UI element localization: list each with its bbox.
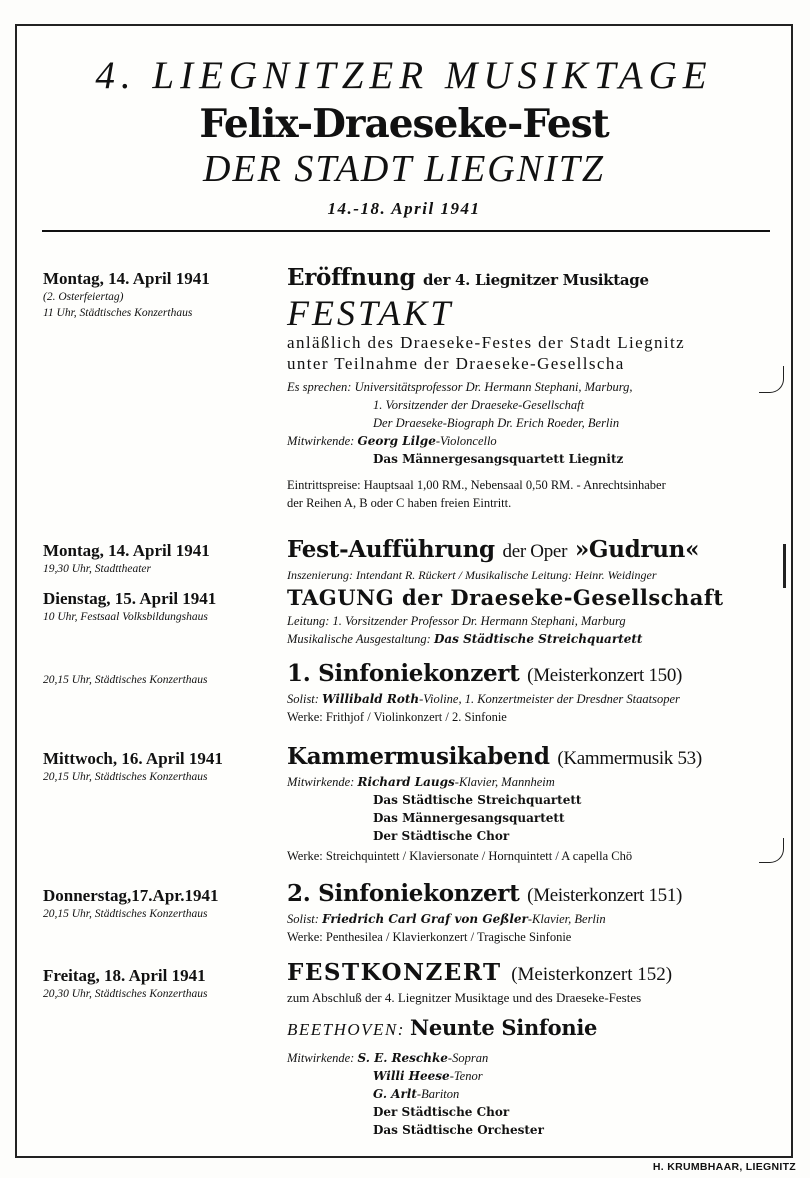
- speakers-label: Es sprechen:: [287, 380, 352, 394]
- event-2-right: [287, 536, 699, 584]
- event-title: 1. Sinfoniekonzert: [287, 660, 520, 687]
- event-5-right: [287, 743, 702, 865]
- event-4-left: [43, 672, 208, 688]
- event-5-left: [43, 749, 223, 785]
- event-place: 20,30 Uhr, Städtisches Konzerthaus: [43, 988, 208, 1000]
- composer: BEETHOVEN:: [287, 1020, 405, 1039]
- event-1-right: [287, 264, 685, 512]
- event-place: 20,15 Uhr, Städtisches Konzerthaus: [43, 771, 208, 783]
- event-title: 2. Sinfoniekonzert: [287, 880, 520, 907]
- performer-5: Das Städtische Orchester: [373, 1123, 544, 1137]
- event-title: Kammermusikabend: [287, 743, 550, 770]
- event-title: Eröffnung: [287, 264, 416, 291]
- soloist: Friedrich Carl Graf von Geßler: [322, 912, 528, 926]
- fees-line-1: Eintrittspreise: Hauptsaal 1,00 RM., Nebensaal 0,50 RM. - Anrechtsinhaber: [287, 478, 666, 492]
- performer-2: Das Männergesangsquartett Liegnitz: [373, 452, 624, 466]
- event-7-right: [287, 959, 672, 1139]
- event-works: Werke: Streichquintett / Klaviersonate / Hornquintett / A capella Chö: [287, 849, 633, 863]
- event-3-right: [287, 584, 724, 648]
- scan-mark: [759, 366, 784, 393]
- event-title-rest: (Meisterkonzert 150): [527, 665, 683, 686]
- event-desc-2: unter Teilnahme der Draeseke-Gesellscha: [287, 354, 625, 373]
- event-works: Werke: Penthesilea / Klavierkonzert / Tragische Sinfonie: [287, 930, 572, 944]
- event-lead: Leitung: 1. Vorsitzender Professor Dr. Hermann Stephani, Marburg: [287, 614, 626, 628]
- header-fest-title: Felix-Draeseke-Fest: [199, 101, 609, 147]
- music-label: Musikalische Ausgestaltung:: [287, 632, 431, 646]
- scan-mark: [759, 838, 784, 863]
- event-date: Donnerstag,17.Apr.1941: [43, 886, 219, 905]
- event-place: 11 Uhr, Städtisches Konzerthaus: [43, 307, 193, 319]
- performer-1: Georg Lilge: [357, 434, 436, 448]
- festakt-title: FESTAKT: [287, 293, 454, 333]
- printer-credit: H. KRUMBHAAR, LIEGNITZ: [652, 1161, 796, 1173]
- event-detail: Inszenierung: Intendant R. Rückert / Musikalische Leitung: Heinr. Weidinger: [287, 568, 657, 582]
- event-place: 20,15 Uhr, Städtisches Konzerthaus: [43, 674, 208, 686]
- performer-2-role: -Tenor: [449, 1069, 483, 1083]
- event-title-mid: der Oper: [502, 541, 568, 562]
- performer-1-role: -Klavier, Mannheim: [454, 775, 555, 789]
- event-6-left: [43, 886, 219, 922]
- performer-1: Richard Laugs: [357, 775, 455, 789]
- event-date: Freitag, 18. April 1941: [43, 966, 206, 985]
- speaker-1-role: 1. Vorsitzender der Draeseke-Gesellschaft: [373, 398, 585, 412]
- soloist-role: -Klavier, Berlin: [527, 912, 606, 926]
- event-subtitle: zum Abschluß der 4. Liegnitzer Musiktage und des Draeseke-Festes: [287, 990, 642, 1005]
- header-festival: 4. LIEGNITZER MUSIKTAGE: [95, 54, 713, 97]
- performer-3-role: -Bariton: [416, 1087, 460, 1101]
- event-title-rest: (Kammermusik 53): [557, 748, 702, 769]
- performers-label: Mitwirkende:: [287, 775, 355, 789]
- work-title: Neunte Sinfonie: [410, 1015, 598, 1040]
- performers-label: Mitwirkende:: [287, 434, 355, 448]
- soloist-label: Solist:: [287, 692, 319, 706]
- event-note: (2. Osterfeiertag): [43, 291, 124, 303]
- event-title: Fest-Aufführung: [287, 536, 495, 563]
- event-date: Montag, 14. April 1941: [43, 541, 210, 560]
- fees-line-2: der Reihen A, B oder C haben freien Eintritt.: [287, 496, 512, 510]
- event-title-rest: der 4. Liegnitzer Musiktage: [423, 271, 649, 289]
- event-date: Montag, 14. April 1941: [43, 269, 210, 288]
- speaker-2: Der Draeseke-Biograph Dr. Erich Roeder, Berlin: [373, 416, 620, 430]
- performer-1-role: -Sopran: [447, 1051, 489, 1065]
- performer-2: Das Städtische Streichquartett: [373, 793, 582, 807]
- performer-3: Das Männergesangsquartett: [373, 811, 565, 825]
- scan-mark: [783, 544, 786, 588]
- performer-3: G. Arlt: [373, 1087, 417, 1101]
- speaker-1: Universitätsprofessor Dr. Hermann Stephani, Marburg,: [354, 380, 633, 394]
- event-2-left: [43, 541, 210, 577]
- event-desc-1: anläßlich des Draeseke-Festes der Stadt Liegnitz: [287, 333, 686, 352]
- event-6-right: [287, 880, 682, 946]
- event-1-left: [43, 269, 210, 321]
- event-date: Mittwoch, 16. April 1941: [43, 749, 223, 768]
- event-place: 19,30 Uhr, Stadttheater: [43, 563, 151, 575]
- soloist-role: -Violine, 1. Konzertmeister der Dresdner Staatsoper: [419, 692, 680, 706]
- header-city: DER STADT LIEGNITZ: [203, 148, 605, 190]
- event-title-rest: (Meisterkonzert 151): [527, 885, 683, 906]
- event-place: 10 Uhr, Festsaal Volksbildungshaus: [43, 611, 208, 623]
- performer-4: Der Städtische Chor: [373, 1105, 510, 1119]
- header-divider: [42, 230, 770, 232]
- event-7-left: [43, 966, 208, 1002]
- event-title: FESTKONZERT: [287, 959, 502, 986]
- music-ensemble: Das Städtische Streichquartett: [433, 632, 643, 646]
- event-place: 20,15 Uhr, Städtisches Konzerthaus: [43, 908, 208, 920]
- event-title-rest: (Meisterkonzert 152): [511, 964, 673, 985]
- event-3-left: [43, 589, 216, 625]
- performers-label: Mitwirkende:: [287, 1051, 355, 1065]
- event-title: TAGUNG der Draeseke-Gesellschaft: [287, 585, 724, 610]
- event-title-end: »Gudrun«: [574, 536, 700, 563]
- performer-1: S. E. Reschke: [357, 1051, 448, 1065]
- performer-1-role: -Violoncello: [435, 434, 497, 448]
- event-4-right: [287, 660, 682, 726]
- event-date: Dienstag, 15. April 1941: [43, 589, 217, 608]
- performer-2: Willi Heese: [373, 1069, 450, 1083]
- soloist-label: Solist:: [287, 912, 319, 926]
- header-dates: 14.-18. April 1941: [327, 199, 481, 218]
- performer-4: Der Städtische Chor: [373, 829, 510, 843]
- soloist: Willibald Roth: [322, 692, 420, 706]
- poster-frame: [15, 24, 793, 1158]
- event-works: Werke: Frithjof / Violinkonzert / 2. Sinfonie: [287, 710, 507, 724]
